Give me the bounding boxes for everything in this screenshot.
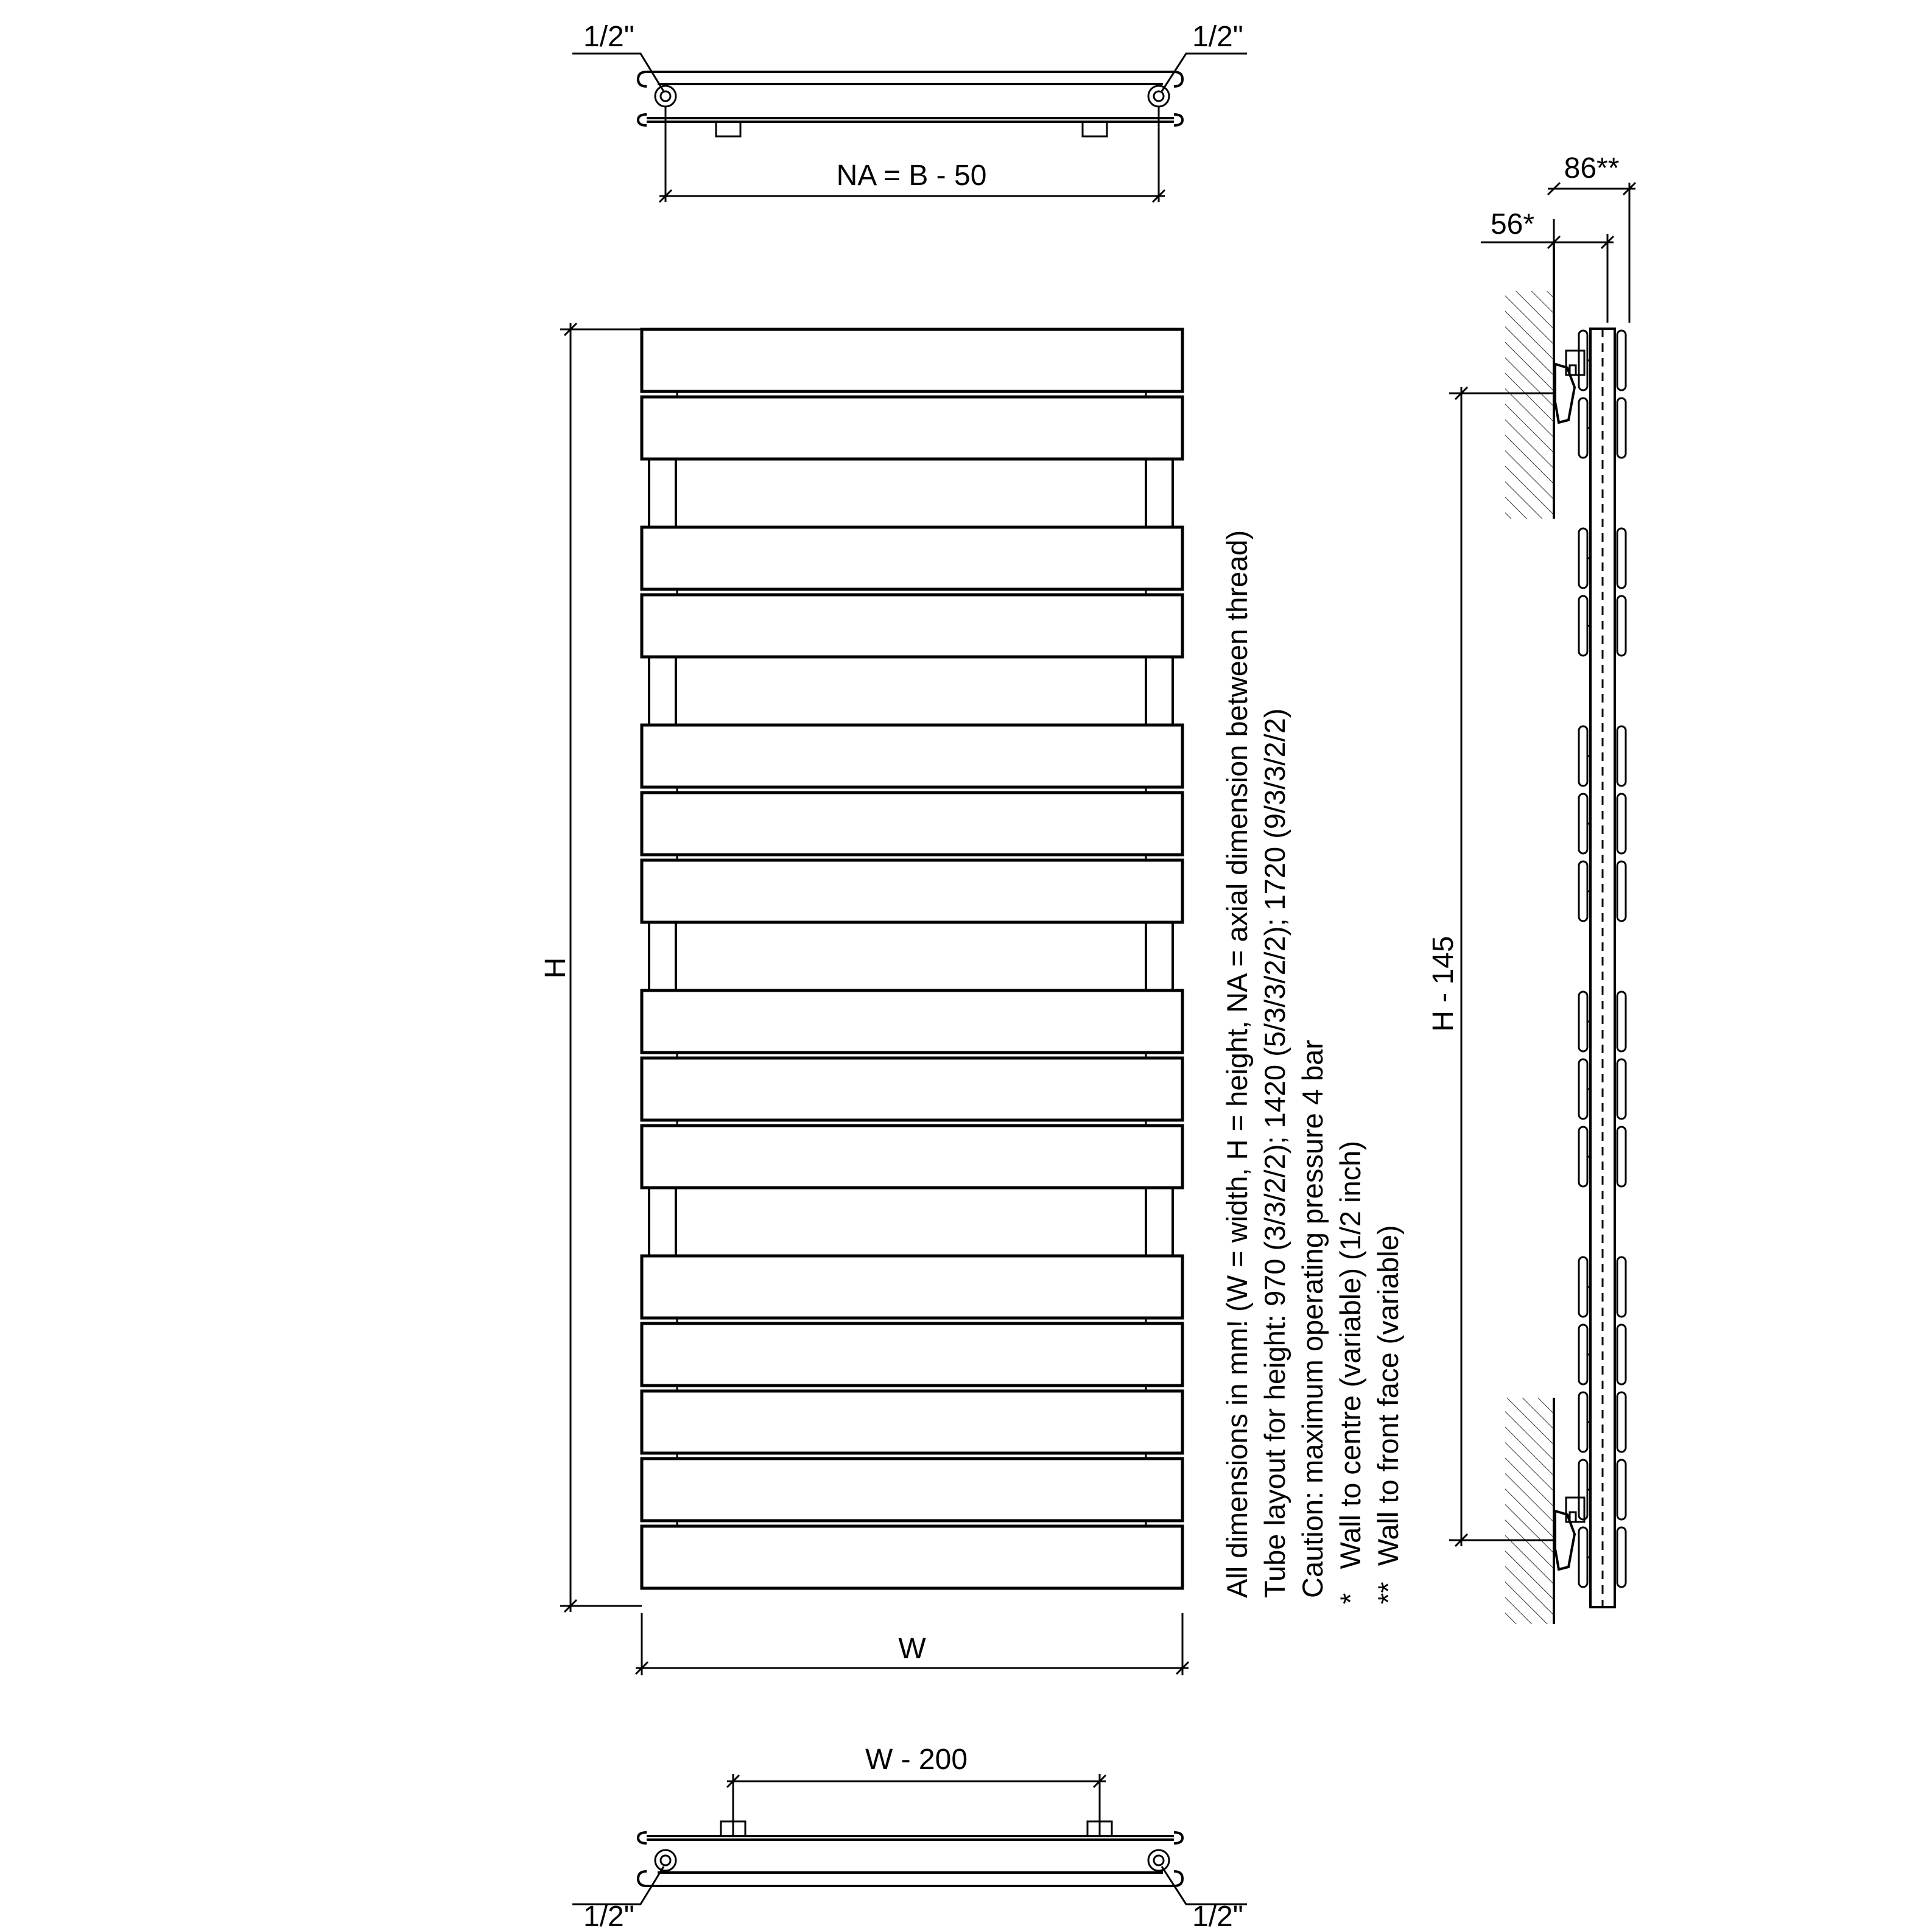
heating-tube (642, 1323, 1182, 1386)
side-tube-profile (1617, 1460, 1626, 1519)
bottom-left-ferrule (655, 1850, 676, 1871)
top-left-ferrule (655, 86, 676, 107)
side-tube-profile (1617, 1527, 1626, 1587)
side-tube-profile (1617, 398, 1626, 458)
note-pressure: Caution: maximum operating pressure 4 bar (1296, 1040, 1329, 1598)
top-left-bracket (716, 122, 740, 136)
bottom-thread-left-label: 1/2" (583, 1901, 634, 1931)
collector-pipe-segment (649, 1188, 676, 1256)
side-tube-profile (1579, 331, 1587, 390)
side-tube-profile (1579, 1325, 1587, 1384)
heating-tube (642, 1526, 1182, 1588)
side-tube-profile (1579, 1527, 1587, 1587)
note-tube-layout: Tube layout for height: 970 (3/3/2/2); 1420 (5/3/3/2/2); 1720 (9/3/3/2/2) (1259, 708, 1291, 1598)
side-tube-profile (1579, 992, 1587, 1051)
side-tube-profile (1579, 861, 1587, 921)
side-view (1427, 152, 1635, 1624)
side-tube-profile (1579, 1460, 1587, 1519)
heating-tube (642, 793, 1182, 855)
collector-pipe-segment (649, 657, 676, 725)
side-tube-profile (1617, 1257, 1626, 1317)
side-centre-label: 56* (1490, 208, 1535, 240)
side-tube-profile (1579, 1059, 1587, 1119)
side-tube-profile (1617, 1325, 1626, 1384)
note-dimensions: All dimensions in mm! (W = width, H = height, NA = axial dimension between thread) (1221, 530, 1253, 1598)
note-wall-centre: * Wall to centre (variable) (1/2 inch) (1334, 1141, 1366, 1604)
side-tube-profile (1579, 1127, 1587, 1186)
front-view (539, 323, 1189, 1675)
height-label: H (539, 957, 572, 979)
top-thread-left-label: 1/2" (583, 21, 634, 53)
heating-tube (642, 860, 1182, 922)
bottom-spacing-label: W - 200 (865, 1744, 968, 1776)
heating-tube (642, 990, 1182, 1053)
wall-bracket-bottom (1555, 1498, 1584, 1569)
collector-pipe-segment (1146, 1188, 1173, 1256)
note-wall-front: ** Wall to front face (variable) (1372, 1225, 1404, 1604)
wall-hatch-top (1505, 291, 1554, 519)
collector-pipe-segment (649, 459, 676, 527)
side-tube-profile (1617, 726, 1626, 786)
side-tube-profile (1579, 1392, 1587, 1452)
side-height-label: H - 145 (1427, 936, 1460, 1032)
side-tube-profile (1617, 1392, 1626, 1452)
top-right-ferrule (1148, 86, 1169, 107)
wall-hatch-bottom (1505, 1398, 1554, 1624)
heating-tube (642, 397, 1182, 459)
top-right-bracket (1083, 122, 1107, 136)
collector-pipe-segment (1146, 657, 1173, 725)
side-tube-profile (1617, 1059, 1626, 1119)
bottom-thread-right-label: 1/2" (1192, 1901, 1243, 1931)
bottom-view (572, 1744, 1247, 1931)
top-thread-right-label: 1/2" (1192, 21, 1243, 53)
heating-tube (642, 1391, 1182, 1453)
heating-tube (642, 595, 1182, 657)
side-tube-profile (1579, 726, 1587, 786)
side-tube-profile (1617, 331, 1626, 390)
collector-pipe-segment (1146, 459, 1173, 527)
heating-tubes (642, 329, 1182, 1588)
heating-tube (642, 1058, 1182, 1120)
heating-tube (642, 527, 1182, 589)
side-tube-profile (1617, 992, 1626, 1051)
side-tube-profile (1617, 528, 1626, 588)
top-axial-label: NA = B - 50 (836, 159, 987, 192)
side-tube-profile (1617, 861, 1626, 921)
heating-tube (642, 329, 1182, 391)
top-view (572, 21, 1247, 202)
heating-tube (642, 1459, 1182, 1521)
collector-pipe-segment (1146, 922, 1173, 990)
side-tube-profile (1617, 1127, 1626, 1186)
wall-bracket-top (1555, 351, 1584, 422)
side-tube-profile (1579, 398, 1587, 458)
heating-tube (642, 1126, 1182, 1188)
notes-block (1221, 530, 1404, 1604)
side-tube-profile (1617, 596, 1626, 656)
heating-tube (642, 1256, 1182, 1318)
side-front-face-label: 86** (1564, 152, 1620, 184)
bottom-right-ferrule (1148, 1850, 1169, 1871)
side-tube-profile (1579, 596, 1587, 656)
collector-pipe-segment (649, 922, 676, 990)
side-tube-profile (1579, 528, 1587, 588)
width-label: W (898, 1633, 926, 1665)
heating-tube (642, 725, 1182, 787)
side-tube-profile (1617, 794, 1626, 853)
side-tube-profile (1579, 1257, 1587, 1317)
side-tube-profile (1579, 794, 1587, 853)
